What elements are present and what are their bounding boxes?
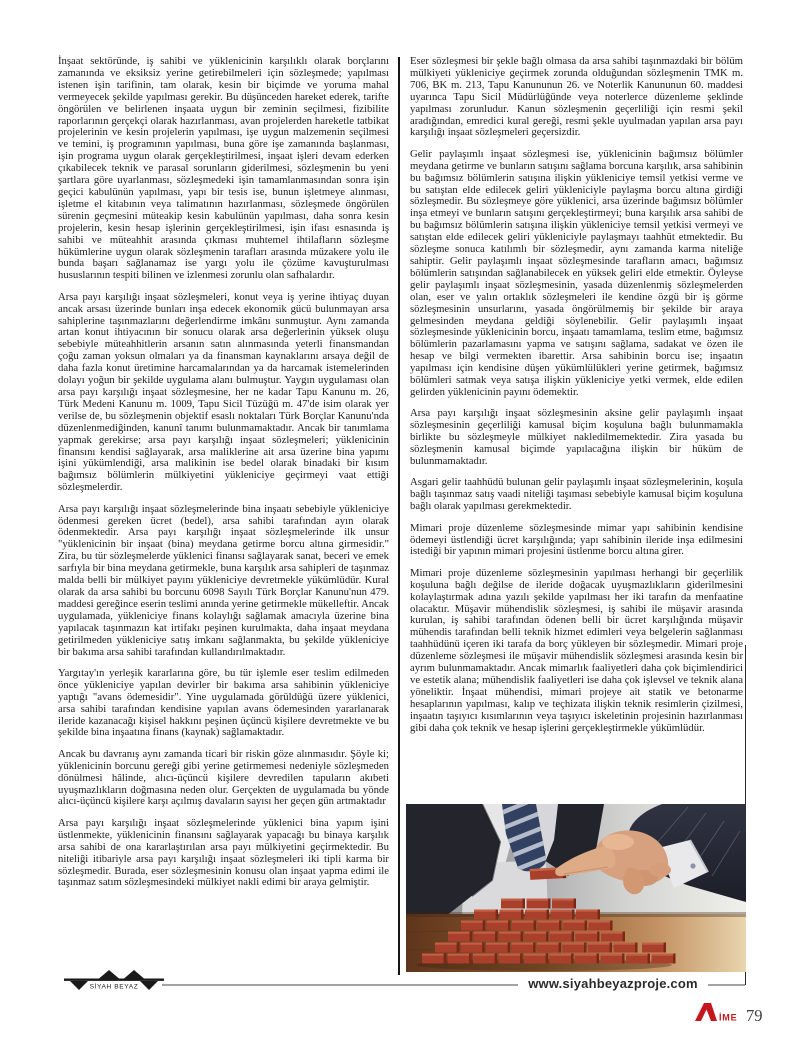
paragraph: Gelir paylaşımlı inşaat sözleşmesi ise, yüklenicinin bağımsız bölümler meydana getirme ve bunların satışını sağlama borcuna karşılık, arsa sahibinin bu bağımsız bölümlerin satışına ilişkin yükleniciye temsil yetkisi verme ve bu satıştan elde edilecek geliri yükleniciyle paylaşma borcu altına girdiği sözleşmedir. Bu sözleşmeye göre yüklenici, arsa üzerinde bağımsız bölümler inşa etmeyi ve bunların satışını gerçekleştirmeyi; buna karşılık arsa sahibi de bu bağımsız bölümlerin satışına ilişkin yükleniciye temsil yetkisi vermeyi ve satıştan elde edilecek geliri yükleniciyle paylaşmayı taahhüt etmektedir. Bu sözleşme sonuca katılımlı bir sözleşmedir, aynı zamanda karma niteliğe sahiptir. Gelir paylaşımlı inşaat sözleşmesinde tarafların amacı, bağımsız bölümlerin satışından sağlanabilecek en yüksek geliri elde etmektir. Öyleyse gelir paylaşımlı inşaat sözleşmesinin, yasada düzenlenmiş sözleşmelerden olan, eser ve yalın ortaklık sözleşmeleri ile kendine özgü bir iş görme sözleşmesinin unsurlarını, yasada öngörülmemiş bir şekilde bir araya gelmesinden meydana geldiği söylenebilir. Gelir paylaşımlı inşaat sözleşmesinde yüklenicinin borcu, inşaatı tamamlama, teslim etme, bağımsız bölümlerin pazarlamasını yapma ve satışını sağlama, sadakat ve özen ile hesap ve bilgi vermekten ibarettir. Arsa sahibinin borcu ise; inşaatın yapılması için kendisine düşen yükümlülükleri yerine getirmek, bağımsız bölümleri satmak veya satışa ilişkin yükleniciye yetki vermek, elde edilen gelirden yüklenicinin payını ödemektir. — [410, 147, 743, 398]
down-triangle-icon — [70, 981, 88, 990]
paragraph: İnşaat sektöründe, iş sahibi ve yüklenicinin karşılıklı olarak borçlarını zamanında ve eksiksiz yerine getirebilmeleri için sözleşmede; yapılması istenen işin tarifinin, tam olarak, kesin bir biçimde ve yoruma mahal vermeyecek şekilde yapılması gerekir. Bu düşünceden hareket ederek, tarifte öngörülen ve belirlenen inşaata uygun bir zeminin seçilmesi, fizibilite raporlarının gerçekçi olarak hazırlanması, avan projelerden hareketle tatbikat projelerinin ve kesin projelerin yapılması, işe uygun malzemenin seçilmesi ve temini, iş programının yapılması, buna göre işe zamanında başlanması, işin programa uygun olarak gerçekleştirilmesi, inşaat işleri devam ederken çıkabilecek teknik ve parasal sorunların giderilmesi, sözleşmenin bu yeni şartlara göre uyarlanması, sözleşmedeki işin tamamlanmasından sonra işin geçici kabulünün yapılması, yapı bir tesis ise, bunun işletmeye alınması, işletme el kitabının veya talimatının hazırlanması, sözleşmede öngörülen sürenin geçmesini müteakip kesin kabulünün yapılması, daha sonra kesin projelerin, kesin hesap işlerinin gerçekleştirilmesi, işin ifası esnasında iş sahibi ve müteahhit arasında çıkması muhtemel ihtilafların sözleşme hükümlerine uygun olarak sözleşmenin tarafları arasında müzakere yolu ile bunda başarı sağlanamaz ise yargı yolu ile çözüme kavuşturulması hususlarının tespiti bilinen ve izlenmesi zorunlu olan safhalardır. — [58, 55, 389, 282]
paragraph: Eser sözleşmesi bir şekle bağlı olmasa da arsa sahibi taşınmazdaki bir bölüm mülkiyeti yükleniciye geçirmek zorunda olduğundan sözleşmenin TMK m. 706, BK m. 213, Tapu Kanununun 26. ve Noterlik Kanununun 60. maddesi uyarınca Tapu Sicil Müdürlüğünde veya noterlerce düzenleme şeklinde yapılması zorunludur. Kanun sözleşmenin geçerliliği için resmi şekil aradığından, emredici kural gereği, resmi şekle uyulmadan yapılan arsa payı karşılığı inşaat sözleşmeleri geçersizdir. — [410, 55, 743, 139]
paragraph: Asgari gelir taahhüdü bulunan gelir paylaşımlı inşaat sözleşmelerinin, koşula bağlı taşınmaz satış vaadi niteliği taşıması sebebiyle kamusal biçim koşuluna bağlı olarak yapılması gerekmektedir. — [410, 476, 743, 513]
logo-bar — [64, 979, 164, 981]
siyah-beyaz-logo — [62, 968, 167, 994]
down-triangle-icon — [140, 981, 158, 990]
paragraph: Arsa payı karşılığı inşaat sözleşmeleri, konut veya iş yerine ihtiyaç duyan ancak arsası üzerinde bunları inşa edecek ekonomik gücü bulunmayan arsa sahiplerine taşınmazlarını değerlendirme imkânı sunmuştur. Aynı zamanda artan konut ihtiyacının bir sonucu olarak arsa değerlerinin yüksek oluşu sebebiyle müteahhitlerin arsanın satın alınmasında yeterli finansmandan çoğu zaman yoksun olmaları ya da finansman kaynaklarını arsaya değil de daha fazla konut üretimine harcamalarından ya da harcamak istemelerinden dolayı yoğun bir şekilde uygulama alanı bulmuştur. Yaygın uygulaması olan arsa payı karşılığı inşaat sözleşmesine, her ne kadar Tapu Kanunu m. 26, Türk Medeni Kanunu m. 1009, Tapu Sicil Tüzüğü m. 47'de isim olarak yer verilse de, bu sözleşmenin objektif esaslı noktaları Türk Borçlar Kanunu'nda düzenlenmediğinden, kanunî tanımı bulunmamaktadır. Ancak bir tanımlama yapmak gerekirse; arsa payı karşılığı inşaat sözleşmeleri; yüklenicinin finansını kendisi sağlayarak, arsa maliklerine ait arsa üzerine bina yapımı işini yükümlendiği, arsa malikinin ise bedel olarak binadaki bir kısım bağımsız bölümlerin mülkiyetini yükleniciye geçirmeyi vaat ettiği sözleşmelerdir. — [58, 290, 389, 494]
up-triangle-icon — [124, 970, 144, 979]
paragraph: Mimari proje düzenleme sözleşmesinin yapılması herhangi bir geçerlilik koşuluna bağlı değilse de ileride doğacak uyuşmazlıkların giderilmesini kolaylaştırmak adına yazılı şekilde yapılması her iki tarafın da menfaatine olacaktır. Müşavir mühendislik sözleşmesi, iş sahibi ile müşavir arasında kurulan, iş sahibi tarafından ödenen belli bir ücret karşılığında müşavir mühendis tarafından belli teknik hizmet edimleri veya belgelerin sağlanması taahhüdünü içeren iki tarafa da borç yükleyen bir sözleşmedir. Mimari proje düzenleme sözleşmesi ile müşavir mühendislik sözleşmesi arasında kesin bir ayrım bulunmamaktadır. Ancak mimarlık faaliyetleri daha çok biçimlendirici ve estetik alana; mühendislik faaliyetleri ise daha çok işlevsel ve teknik alana yöneliktir. İnşaat mühendisi, mimari projeye ait statik ve betonarme hesaplarının yapılması, kalıp ve teçhizata ilişkin teknik resimlerin çizilmesi, inşaatın taşıyıcı kısımlarının veya taşıyıcı iskeletinin projesinin hazırlanması gibi daha çok teknik ve hesap işlerini gerçekleştirmekle yükümlüdür. — [410, 566, 743, 734]
paragraph: Ancak bu davranış aynı zamanda ticari bir riskin göze alınmasıdır. Şöyle ki; yüklenicinin borcunu gereği gibi yerine getirmemesi nedeniyle sözleşmeden dönülmesi hâlinde, alıcı-üçüncü kişilere devredilen tapuların akıbeti uyuşmazlıkların doğmasına neden olur. Gerçekten de uygulamada bu yönde alıcı-üçüncü kişilere karşı açılmış davaların sayısı her geçen gün artmaktadır — [58, 747, 389, 808]
logo-a-icon — [695, 1003, 717, 1021]
left-column — [58, 56, 389, 899]
magazine-logo — [694, 1000, 770, 1026]
paragraph: Arsa payı karşılığı inşaat sözleşmesinin aksine gelir paylaşımlı inşaat sözleşmesinin geçerliliği kamusal biçim koşuluna bağlı bulunmamakla birlikte bu sözleşmeyle mülkiyet nakledilmemektedir. Zira yasada bu sözleşmenin kamusal biçimde yapılacağına ilişkin bir hüküm de bulunmamaktadır. — [410, 407, 743, 467]
up-triangle-icon — [99, 970, 119, 979]
website-label: www.siyahbeyazproje.com — [518, 976, 708, 991]
page-number: 79 — [746, 1006, 763, 1025]
article-photo — [406, 804, 746, 972]
brick-pyramid-photo-illustration — [406, 804, 746, 972]
right-column — [410, 56, 743, 744]
paragraph: Mimari proje düzenleme sözleşmesinde mimar yapı sahibinin kendisine ödemeyi üstlendiği ücret karşılığında; yapı sahibinin ileride inşa edilmesini istediği bir yapının mimari projesini üstlenme borcu altına girer. — [410, 521, 743, 558]
logo-text: İME — [719, 1012, 738, 1023]
paragraph: Arsa payı karşılığı inşaat sözleşmelerinde yüklenici bina yapım işini üstlenmekte, yüklenicinin finansını sağlayarak yapacağı bu binaya karşılık arsa sahibi de ona kararlaştırılan arsa payı mülkiyetini geçirmektedir. Bu niteliği itibariyle arsa payı karşılığı inşaat sözleşmeleri iki tipli karma bir sözleşmedir. Burada, eser sözleşmesinin konusu olan inşaat yapma edimi ile taşınmaz satım sözleşmesindeki mülkiyet nakli edimi bir araya gelmiştir. — [58, 816, 389, 889]
brand-text: SİYAH BEYAZ — [89, 983, 139, 991]
paragraph: Arsa payı karşılığı inşaat sözleşmelerinde bina inşaatı sebebiyle yükleniciye ödenmesi gereken ücret (bedel), arsa sahibi tarafından ayın olarak ödenmektedir. Arsa payı karşılığı inşaat sözleşmelerinde ilk unsur "yüklenicinin bir inşaat (bina) meydana getirme borcu altına girmesidir." Zira, bu tür sözleşmelerde yüklenici finansı sağlayarak sanat, beceri ve emek sarfıyla bir bina meydana getirmekle, buna karşılık arsa sahipleri de taşınmaz malda belli bir mülkiyet payını yükleniciye devretmekle yükümlüdür. Kural olarak da arsa sahibi bu borcunu 6098 Sayılı Türk Borçlar Kanunu'nun 479. maddesi gereğince eserin teslimi anında yerine getirmekle mükelleftir. Ancak uygulamada, yükleniciye finans kolaylığı sağlamak amacıyla üzerine bina yapılacak taşınmazın kat irtifakı peşinen kurulmakta, daha inşaat meydana getirilmeden yükleniciye satış imkanı sağlanmakta, bu şekilde yükleniciye bir bakıma arsa sahibi tarafından kullandırılmaktadır. — [58, 502, 389, 658]
column-divider-rule — [398, 57, 400, 975]
paragraph: Yargıtay'ın yerleşik kararlarına göre, bu tür işlemle eser teslim edilmeden önce yükleniciye yapılan devirler bir bakıma arsa sahibinin yükleniciye yaptığı "avans ödemesidir". Yine uygulamada görüldüğü üzere yüklenici, arsa sahibi tarafından kendisine yapılan avans ödemesinden yararlanarak ileride kazanacağı kişisel hakkını peşinen üçüncü kişilere devretmekte ve bu şekilde bina inşaatına finans (kaynak) sağlamaktadır. — [58, 666, 389, 739]
